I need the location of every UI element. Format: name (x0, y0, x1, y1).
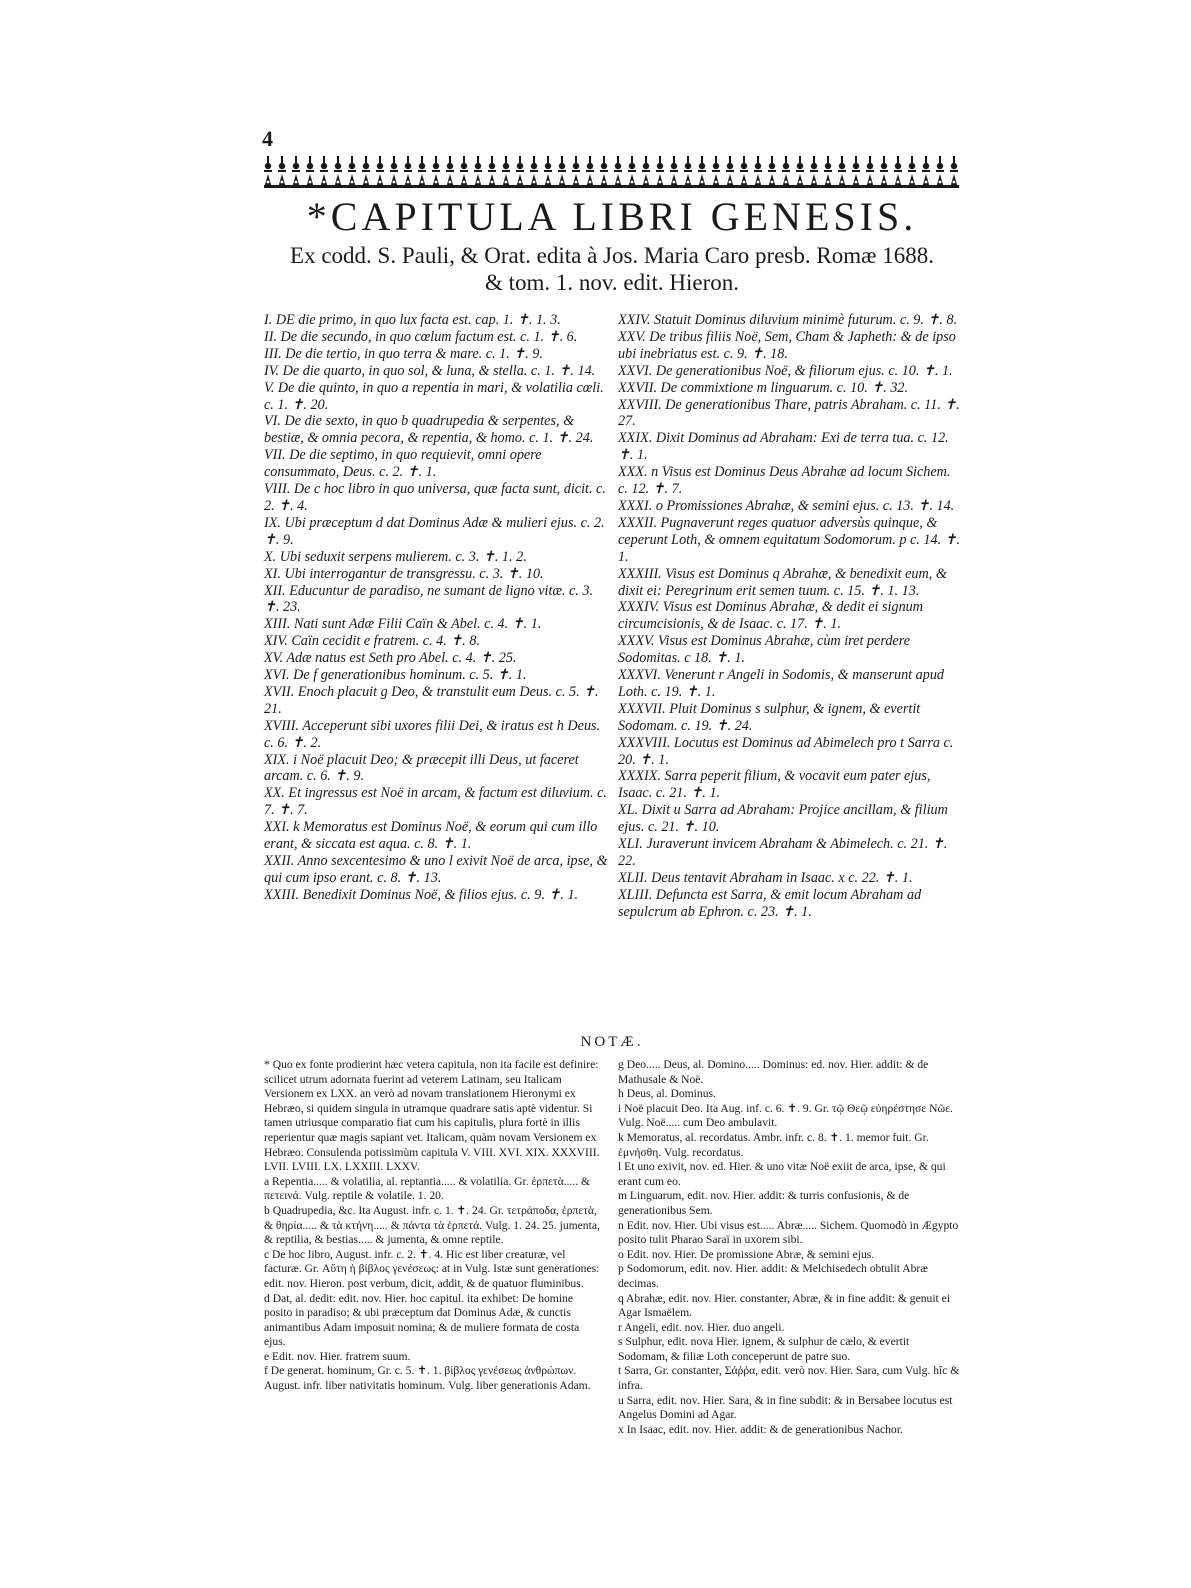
chapter-entry: XII. Educuntur de paradiso, ne sumant de ligno vitæ. c. 3. ✝. 23. (264, 582, 594, 616)
notes-heading: NOTÆ. (580, 1034, 644, 1050)
note-entry: s Sulphur, edit. nova Hier. ignem, & sulphur de cælo, & evertit Sodomam, & filiæ Loth conceperunt de patre suo. (618, 1335, 910, 1363)
chapter-entry: VI. De die sexto, in quo b quadrupedia & serpentes, & bestiæ, & omnia pecora, & repentia, & homo. c. 1. ✝. 24. (264, 413, 594, 447)
chapter-column-right (618, 312, 963, 921)
chapter-entry: XXXV. Visus est Dominus Abrahæ, cùm iret perdere Sodomitas. c 18. ✝. 1. (618, 633, 910, 667)
note-entry: a Repentia..... & volatilia, al. reptantia..... & volatilia. Gr. ἑρπετὰ..... & πετεινά. Vulg. reptile & volatile. 1. 20. (264, 1174, 591, 1203)
chapter-entry: XLI. Juraverunt invicem Abraham & Abimelech. c. 21. ✝. 22. (618, 836, 948, 869)
note-entry: u Sarra, edit. nov. Hier. Sara, & in fine subdit: & in Bersabee locutus est Angelus Domini ad Agar. (618, 1393, 953, 1422)
chapter-entry: XVII. Enoch placuit g Deo, & transtulit eum Deus. c. 5. ✝. 21. (264, 683, 599, 717)
chapter-entry: XXXIII. Visus est Dominus q Abrahæ, & benedixit eum, & dixit ei: Peregrinum erit semen tuum. c. 15. ✝. 1. 13. (618, 565, 947, 599)
note-entry: q Abrahæ, edit. nov. Hier. constanter, Abræ, & in fine addit: & genuit ei Agar Ismaëlem. (618, 1291, 951, 1320)
note-entry: l Et uno exivit, nov. ed. Hier. & uno vitæ Noë exiit de arca, ipse, & qui erant cum eo. (618, 1160, 946, 1188)
chapter-entry: XXVIII. De generationibus Thare, patris Abraham. c. 11. ✝. 27. (618, 396, 960, 430)
chapter-entry: XXIV. Statuit Dominus diluvium minimè futurum. c. 9. ✝. 8. (618, 312, 958, 328)
chapter-entry: XXVII. De commixtione m linguarum. c. 10. ✝. 32. (618, 379, 909, 396)
chapter-entry: XXI. k Memoratus est Dominus Noë, & eorum qui cum illo erant, & siccata est aqua. c. 8. ✝. 1. (264, 819, 598, 853)
chapter-entry: XXIX. Dixit Dominus ad Abraham: Exi de terra tua. c. 12. ✝. 1. (618, 430, 949, 464)
chapter-entry: XVI. De f generationibus hominum. c. 5. ✝. 1. (264, 667, 527, 684)
chapter-entry: V. De die quinto, in quo a repentia in mari, & volatilia cœli. c. 1. ✝. 20. (264, 379, 604, 413)
chapter-entry: XXVI. De generationibus Noë, & filiorum ejus. c. 10. ✝. 1. (618, 362, 953, 379)
chapter-entry: IV. De die quarto, in quo sol, & luna, & stella. c. 1. ✝. 14. (264, 362, 596, 379)
chapter-entry: XXXIX. Sarra peperit filium, & vocavit eum pater ejus, Isaac. c. 21. ✝. 1. (618, 768, 931, 802)
note-entry: * Quo ex fonte prodierint hæc vetera capitula, non ita facile est definire: scilicet utrum adornata fuerint ad veterem Latinam, seu Italicam Versionem ex LXX. an verò ad novam translationem Hieronymi ex Hebræo, si quidem singula in utramque quadrare satis aptè videntur. Si tamen utriusque comparatio fiat cum his capitulis, plura fortè in illis reperientur quæ magis sapiant vet. Italicam, quàm novam Versionem ex Hebræo. Consulenda potissimùm capitula V. VIII. XVI. XIX. XXXVIII. LVII. LVIII. LX. LXXIII. LXXV. (264, 1058, 600, 1174)
note-entry: p Sodomorum, edit. nov. Hier. addit: & Melchisedech obtulit Abræ decimas. (618, 1262, 928, 1290)
ornament-band-icon (264, 154, 959, 188)
subtitle-line-1: Ex codd. S. Pauli, & Orat. edita à Jos. Maria Caro presb. Romæ 1688. (290, 243, 934, 268)
note-entry: g Deo..... Deus, al. Domino..... Dominus: ed. nov. Hier. addit: & de Mathusale & Noë. (618, 1058, 929, 1086)
page-title: *CAPITULA LIBRI GENESIS. (306, 194, 918, 239)
chapter-entry: VII. De die septimo, in quo requievit, omni opere consummato, Deus. c. 2. ✝. 1. (264, 447, 542, 481)
chapter-entry: XIII. Nati sunt Adæ Filii Caïn & Abel. c. 4. ✝. 1. (264, 616, 542, 633)
note-entry: k Memoratus, al. recordatus. Ambr. infr. c. 8. ✝. 1. memor fuit. Gr. ἐμνήσθη. Vulg. recordatus. (618, 1130, 929, 1159)
chapter-entry: I. DE die primo, in quo lux facta est. cap. 1. ✝. 1. 3. (264, 312, 561, 328)
chapter-entry: XL. Dixit u Sarra ad Abraham: Projice ancillam, & filium ejus. c. 21. ✝. 10. (618, 802, 948, 836)
chapter-entry: XXXVI. Venerunt r Angeli in Sodomis, & manserunt apud Loth. c. 19. ✝. 1. (618, 667, 945, 700)
chapter-entry: XVIII. Acceperunt sibi uxores filii Dei, & iratus est h Deus. c. 6. ✝. 2. (264, 717, 601, 751)
chapter-entry: III. De die tertio, in quo terra & mare. c. 1. ✝. 9. (264, 345, 543, 362)
chapter-entry: XXX. n Visus est Dominus Deus Abrahæ ad locum Sichem. c. 12. ✝. 7. (618, 464, 951, 498)
chapter-entry: XLIII. Defuncta est Sarra, & emit locum Abraham ad sepulcrum ab Ephron. c. 23. ✝. 1. (618, 886, 922, 920)
chapter-entry: VIII. De c hoc libro in quo universa, quæ facta sunt, dicit. c. 2. ✝. 4. (264, 481, 606, 514)
page-number: 4 (262, 126, 273, 151)
chapter-entry: XXV. De tribus filiis Noë, Sem, Cham & Japheth: & de ipso ubi inebriatus est. c. 9. ✝. 18. (618, 328, 956, 362)
chapter-entry: IX. Ubi præceptum d dat Dominus Adæ & mulieri ejus. c. 2. ✝. 9. (264, 514, 605, 548)
note-entry: b Quadrupedia, &c. Ita August. infr. c. 1. ✝. 24. Gr. τετράποδα, ἑρπετὰ, & θηρία..... & τὰ κτήνη..... & πάντα τὰ ἑρπετά. Vulg. 1. 24. 25. jumenta, & reptilia, & bestias..... & jumenta, & omne reptile. (264, 1203, 600, 1247)
note-entry: m Linguarum, edit. nov. Hier. addit: & turris confusionis, & de generationibus Sem. (618, 1189, 910, 1217)
chapter-entry: XLII. Deus tentavit Abraham in Isaac. x c. 22. ✝. 1. (618, 869, 913, 886)
chapter-entry: XI. Ubi interrogantur de transgressu. c. 3. ✝. 10. (264, 565, 544, 582)
note-entry: c De hoc libro, August. infr. c. 2. ✝. 4. Hic est liber creaturæ, vel facturæ. Gr. Αὕτη ἡ βίβλος γενέσεως: at in Vulg. Istæ sunt generationes: edit. nov. Hieron. post verbum, dicit, addit, & de quatuor fluminibus. (264, 1247, 600, 1290)
chapter-list (262, 312, 962, 972)
chapter-entry: XXXVII. Pluit Dominus s sulphur, & ignem, & evertit Sodomam. c. 19. ✝. 24. (618, 700, 921, 734)
note-entry: r Angeli, edit. nov. Hier. duo angeli. (618, 1320, 785, 1334)
note-entry: h Deus, al. Dominus. (618, 1087, 716, 1101)
note-entry: x In Isaac, edit. nov. Hier. addit: & de generationibus Nachor. (618, 1422, 903, 1436)
note-entry: f De generat. hominum, Gr. c. 5. ✝. 1. βίβλος γενέσεως ἀνθρώπων. August. infr. liber nativitatis hominum. Vulg. liber generationis Adam. (264, 1364, 591, 1393)
note-entry: d Dat, al. dedit: edit. nov. Hier. hoc capitul. ita exhibet: De homine posito in paradiso; & ubi præceptum dat Dominus Adæ, & cunctis animantibus Adam imposuit nomina; & de muliere formata de costa ejus. (264, 1291, 580, 1349)
chapter-entry: XX. Et ingressus est Noë in arcam, & factum est diluvium. c. 7. ✝. 7. (264, 785, 607, 819)
chapter-entry: XXII. Anno sexcentesimo & uno l exivit Noë de arca, ipse, & qui cum ipso erant. c. 8. ✝. 13. (264, 853, 608, 886)
note-entry: t Sarra, Gr. constanter, Σάῤῥα, edit. verò nov. Hier. Sara, cum Vulg. hîc & infra. (618, 1364, 960, 1393)
chapter-entry: XXXII. Pugnaverunt reges quatuor adversùs quinque, & ceperunt Loth, & omnem equitatum Sodomorum. p c. 14. ✝. 1. (618, 514, 961, 565)
subtitle (262, 242, 962, 296)
chapter-entry: X. Ubi seduxit serpens mulierem. c. 3. ✝. 1. 2. (264, 548, 527, 565)
chapter-entry: XV. Adæ natus est Seth pro Abel. c. 4. ✝. 25. (264, 650, 517, 667)
subtitle-line-2: & tom. 1. nov. edit. Hieron. (484, 270, 740, 295)
chapter-column-left (264, 312, 609, 904)
chapter-entry: II. De die secundo, in quo cœlum factum est. c. 1. ✝. 6. (264, 328, 578, 345)
note-entry: i Noë placuit Deo. Ita Aug. inf. c. 6. ✝. 9. Gr. τῷ Θεῷ εὐηρέστησε Νῶε. Vulg. Noë..... cum Deo ambulavit. (618, 1101, 953, 1130)
notes-column-left (264, 1058, 602, 1394)
note-entry: n Edit. nov. Hier. Ubi visus est..... Abræ..... Sichem. Quomodò in Ægypto posito tulit Pharao Saraï in uxorem sibi. (618, 1218, 959, 1247)
chapter-entry: XXIII. Benedixit Dominus Noë, & filios ejus. c. 9. ✝. 1. (264, 886, 579, 903)
chapter-entry: XIV. Caïn cecidit e fratrem. c. 4. ✝. 8. (264, 633, 480, 650)
chapter-entry: XXXVIII. Locutus est Dominus ad Abimelech pro t Sarra c. 20. ✝. 1. (618, 734, 954, 768)
chapter-entry: XIX. i Noë placuit Deo; & præcepit illi Deus, ut faceret arcam. c. 6. ✝. 9. (264, 751, 579, 785)
note-entry: o Edit. nov. Hier. De promissione Abræ, & semini ejus. (618, 1247, 875, 1261)
notes-column-right (618, 1058, 962, 1437)
note-entry: e Edit. nov. Hier. fratrem suum. (264, 1349, 411, 1363)
chapter-entry: XXXI. o Promissiones Abrahæ, & semini ejus. c. 13. ✝. 14. (618, 497, 955, 514)
chapter-entry: XXXIV. Visus est Dominus Abrahæ, & dedit ei signum circumcisionis, & de Isaac. c. 17. ✝. 1. (618, 599, 924, 633)
